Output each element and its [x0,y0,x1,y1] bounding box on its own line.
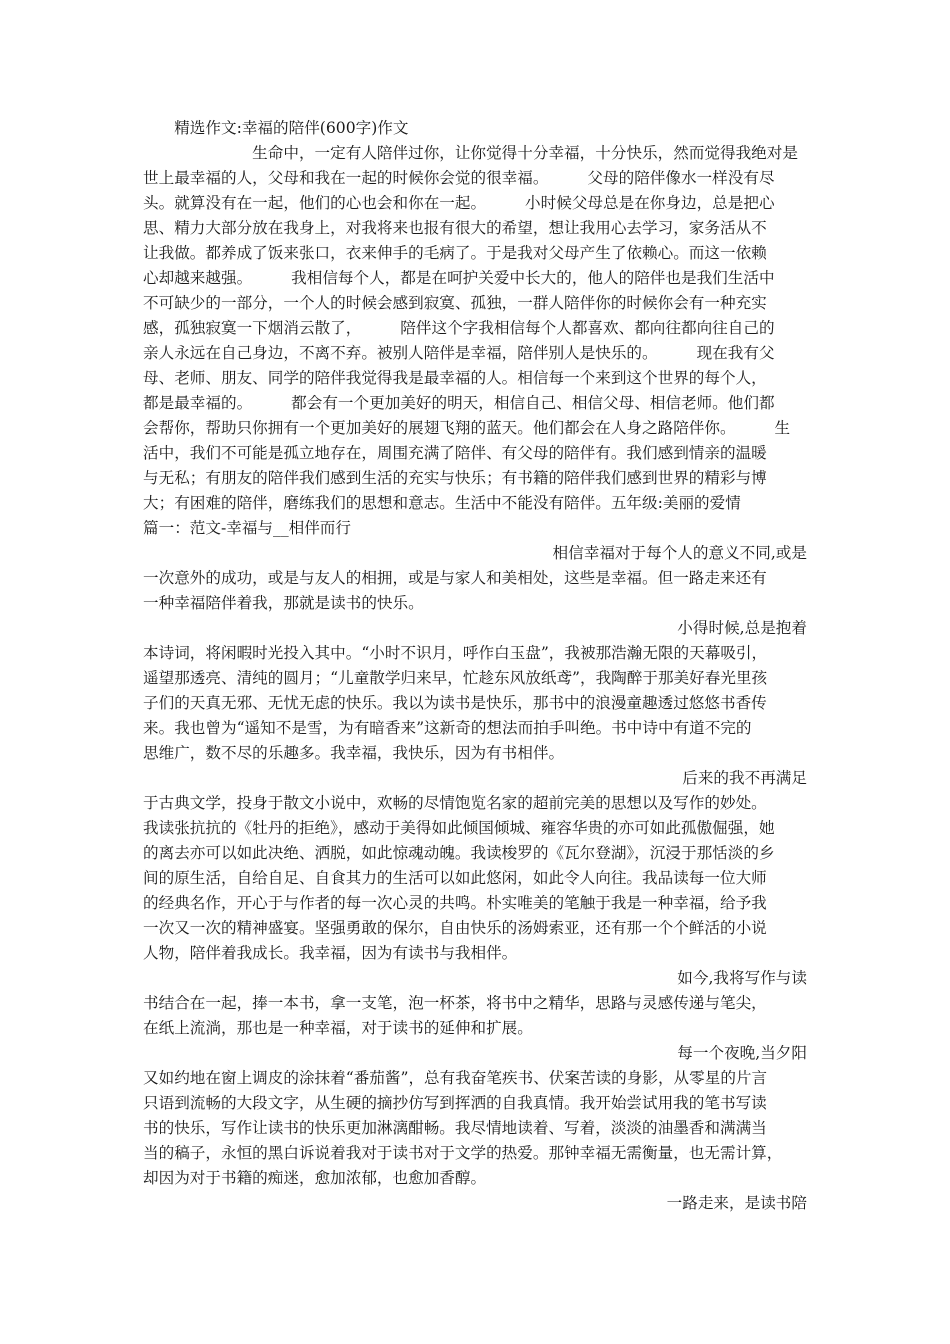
text-line: 感，孤独寂寞一下烟消云散了， 陪伴这个字我相信每个人都喜欢、都向往都向往自己的 [143,319,775,337]
text-line: 一次意外的成功，或是与友人的相拥，或是与家人和美相处，这些是幸福。但一路走来还有 [143,569,767,587]
text-line: 我读张抗抗的《牡丹的拒绝》，感动于美得如此倾国倾城、雍容华贵的亦可如此孤傲倔强，她 [143,819,775,837]
text-line: 却因为对于书籍的痴迷，愈加浓郁，也愈加香醇。 [143,1169,487,1187]
essay-title: 精选作文:幸福的陪伴(600字)作文 [143,119,409,137]
text-line: 一路走来，是读书陪 [666,1194,807,1212]
text-line: 每一个夜晚,当夕阳 [677,1044,807,1062]
text-line: 只语到流畅的大段文字，从生硬的摘抄仿写到挥洒的自我真情。我开始尝试用我的笔书写读 [143,1094,767,1112]
text-line: 来。我也曾为“遥知不是雪，为有暗香来”这新奇的想法而拍手叫绝。书中诗中有道不完的 [143,719,752,737]
text-line: 如今,我将写作与读 [677,969,807,987]
text-line: 头。就算没有在一起，他们的心也会和你在一起。 小时候父母总是在你身边，总是把心 [143,194,775,212]
text-line: 篇一：范文-幸福与__相伴而行 [143,519,351,537]
text-line: 思、精力大部分放在我身上，对我将来也报有很大的希望，想让我用心去学习，家务活从不 [143,219,767,237]
text-line: 书的快乐，写作让读书的快乐更加淋漓酣畅。我尽情地读着、写着，淡淡的油墨香和满满当 [143,1119,767,1137]
text-line: 大；有困难的陪伴，磨练我们的思想和意志。生活中不能没有陪伴。五年级:美丽的爱情 [143,494,741,512]
text-line: 子们的天真无邪、无忧无虑的快乐。我以为读书是快乐，那书中的浪漫童趣透过悠悠书香传 [143,694,767,712]
text-line: 一种幸福陪伴着我，那就是读书的快乐。 [143,594,424,612]
text-line: 当的稿子，永恒的黑白诉说着我对于读书对于文学的热爱。那钟幸福无需衡量，也无需计算， [143,1144,783,1162]
text-line: 都是最幸福的。 都会有一个更加美好的明天，相信自己、相信父母、相信老师。他们都 [143,394,775,412]
text-line: 相信幸福对于每个人的意义不同,或是 [552,544,807,562]
text-line: 亲人永远在自己身边，不离不弃。被别人陪伴是幸福，陪伴别人是快乐的。 现在我有父 [143,344,775,362]
text-line: 一次又一次的精神盛宴。坚强勇敢的保尔，自由快乐的汤姆索亚，还有那一个个鲜活的小说 [143,919,767,937]
text-line: 与无私；有朋友的陪伴我们感到生活的充实与快乐；有书籍的陪伴我们感到世界的精彩与博 [143,469,767,487]
text-line: 后来的我不再满足 [682,769,807,787]
text-line: 于古典文学，投身于散文小说中，欢畅的尽情饱览名家的超前完美的思想以及写作的妙处。 [143,794,767,812]
text-line: 心却越来越强。 我相信每个人，都是在呵护关爱中长大的，他人的陪伴也是我们生活中 [143,269,775,287]
text-line: 的经典名作，开心于与作者的每一次心灵的共鸣。朴实唯美的笔触于我是一种幸福，给予我 [143,894,767,912]
text-line: 活中，我们不可能是孤立地存在，周围充满了陪伴、有父母的陪伴有。我们感到情亲的温暖 [143,444,767,462]
text-line: 间的原生活，自给自足、自食其力的生活可以如此悠闲，如此令人向往。我品读每一位大师 [143,869,767,887]
text-line: 世上最幸福的人，父母和我在一起的时候你会觉的很幸福。 父母的陪伴像水一样没有尽 [143,169,775,187]
text-line: 母、老师、朋友、同学的陪伴我觉得我是最幸福的人。相信每一个来到这个世界的每个人， [143,369,767,387]
text-line: 在纸上流淌，那也是一种幸福，对于读书的延伸和扩展。 [143,1019,533,1037]
text-line: 又如约地在窗上调皮的涂抹着“番茄酱”，总有我奋笔疾书、伏案苦读的身影，从零星的片言 [143,1069,768,1087]
text-line: 思维广，数不尽的乐趣多。我幸福，我快乐，因为有书相伴。 [143,744,565,762]
text-line: 不可缺少的一部分，一个人的时候会感到寂寞、孤独，一群人陪伴你的时候你会有一种充实 [143,294,767,312]
text-line: 遥望那透亮、清纯的圆月；“儿童散学归来早，忙趁东风放纸鸢”，我陶醉于那美好春光里孩 [143,669,768,687]
text-line: 人物，陪伴着我成长。我幸福，因为有读书与我相伴。 [143,944,518,962]
text-line: 的离去亦可以如此决绝、洒脱，如此惊魂动魄。我读梭罗的《瓦尔登湖》，沉浸于那恬淡的乡 [143,844,775,862]
text-line: 书结合在一起，捧一本书，拿一支笔，泡一杯茶，将书中之精华，思路与灵感传递与笔尖， [143,994,767,1012]
text-line: 生命中，一定有人陪伴过你，让你觉得十分幸福，十分快乐，然而觉得我绝对是 [143,144,798,162]
text-line: 让我做。都养成了饭来张口，衣来伸手的毛病了。于是我对父母产生了依赖心。而这一依赖 [143,244,767,262]
text-line: 会帮你，帮助只你拥有一个更加美好的展翅飞翔的蓝天。他们都会在人身之路陪伴你。 生 [143,419,791,437]
text-line: 小得时候,总是抱着 [677,619,807,637]
text-line: 本诗词，将闲暇时光投入其中。“小时不识月，呼作白玉盘”，我被那浩瀚无限的天幕吸引， [143,644,768,662]
